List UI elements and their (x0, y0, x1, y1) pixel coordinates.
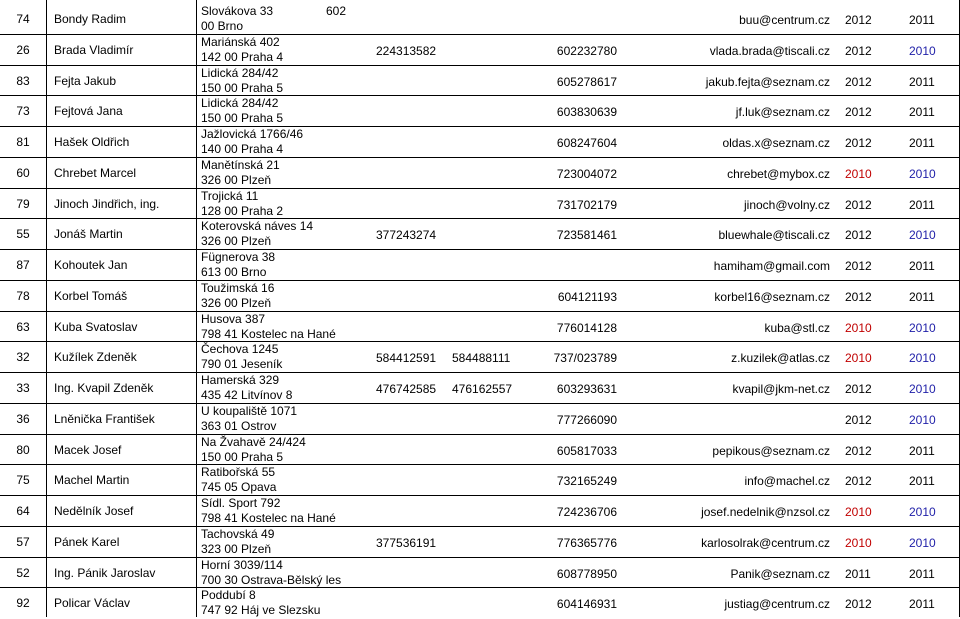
mobile-phone: 732165249 (556, 474, 617, 489)
phone-2: 584488111 (452, 351, 511, 366)
postal-city: 142 00 Praha 4 (201, 49, 284, 64)
street-address: Poddubí 8 (201, 588, 256, 603)
member-name: Kohoutek Jan (54, 258, 128, 272)
phone-2: 476162557 (452, 382, 513, 396)
member-number: 92 (16, 596, 30, 611)
year-2: 2011 (909, 13, 935, 27)
street-address: Lidická 284/42 (201, 65, 279, 80)
mobile-phone: 608778950 (556, 566, 617, 581)
year-1: 2012 (845, 13, 872, 27)
street-address: Lidická 284/42 (201, 96, 279, 111)
street-address: Koterovská náves 14 (201, 219, 314, 234)
mobile-phone: 723581461 (556, 228, 617, 243)
member-number: 80 (16, 442, 30, 457)
member-number: 60 (16, 165, 30, 180)
year-2: 2010 (909, 320, 936, 335)
mobile-phone: 603293631 (556, 382, 617, 396)
extra-number: 602 (326, 4, 347, 18)
year-1: 2012 (845, 474, 872, 489)
email-address[interactable]: pepikous@seznam.cz (712, 443, 830, 458)
member-name: Macek Josef (54, 442, 122, 457)
phone-1: 377536191 (376, 535, 437, 550)
table-row (0, 496, 960, 527)
street-address: Hamerská 329 (201, 373, 280, 387)
email-address[interactable]: kuba@stl.cz (764, 320, 830, 335)
member-name: Bondy Radim (54, 12, 127, 26)
table-row (0, 66, 960, 97)
year-2: 2011 (909, 597, 935, 612)
member-name: Chrebet Marcel (54, 165, 137, 180)
table-row (0, 435, 960, 466)
member-number: 83 (16, 73, 30, 88)
email-address[interactable]: buu@centrum.cz (739, 13, 830, 27)
table-row (0, 4, 960, 35)
member-number: 64 (16, 504, 30, 518)
member-name: Korbel Tomáš (54, 288, 128, 303)
street-address: U koupaliště 1071 (201, 403, 298, 418)
postal-city: 326 00 Plzeň (201, 234, 272, 249)
email-address[interactable]: karlosolrak@centrum.cz (701, 535, 830, 550)
year-1: 2012 (845, 597, 872, 612)
postal-city: 128 00 Praha 2 (201, 203, 284, 218)
mobile-phone: 604121193 (557, 289, 617, 304)
email-address[interactable]: josef.nedelnik@nzsol.cz (701, 505, 830, 519)
year-1: 2012 (845, 105, 872, 120)
street-address: Trojická 11 (201, 188, 259, 203)
postal-city: 745 05 Opava (201, 480, 277, 495)
member-number: 81 (16, 135, 30, 149)
table-row (0, 465, 960, 496)
member-name: Nedělník Josef (54, 504, 134, 518)
postal-city: 150 00 Praha 5 (201, 80, 284, 95)
phone-1: 377243274 (376, 228, 437, 243)
member-number: 57 (16, 534, 30, 549)
email-address[interactable]: Panik@seznam.cz (730, 566, 830, 581)
mobile-phone: 604146931 (556, 597, 617, 612)
member-number: 78 (16, 288, 30, 303)
year-2: 2011 (909, 474, 935, 489)
year-1: 2010 (845, 166, 872, 181)
year-2: 2010 (909, 412, 936, 427)
member-number: 74 (16, 12, 30, 26)
phone-1: 584412591 (376, 351, 437, 366)
year-1: 2010 (845, 351, 872, 366)
table-row (0, 127, 960, 158)
member-name: Ing. Pánik Jaroslav (54, 565, 156, 580)
postal-city: 323 00 Plzeň (201, 541, 272, 556)
postal-city: 798 41 Kostelec na Hané (201, 511, 336, 525)
mobile-phone: 737/023789 (553, 351, 617, 366)
member-number: 75 (16, 473, 30, 488)
table-row (0, 35, 960, 66)
postal-city: 00 Brno (201, 19, 244, 33)
email-address[interactable]: oldas.x@seznam.cz (722, 136, 830, 150)
postal-city: 747 92 Háj ve Slezsku (201, 603, 321, 618)
member-name: Fejta Jakub (54, 73, 117, 88)
year-1: 2010 (845, 505, 872, 519)
email-address[interactable]: justiag@centrum.cz (724, 597, 830, 612)
year-2: 2010 (909, 43, 936, 58)
mobile-phone: 603830639 (556, 105, 617, 120)
year-2: 2011 (909, 443, 935, 458)
table-row (0, 404, 960, 435)
postal-city: 798 41 Kostelec na Hané (201, 326, 336, 341)
street-address: Mariánská 402 (201, 34, 280, 49)
email-address[interactable]: jakub.fejta@seznam.cz (705, 74, 830, 89)
email-address[interactable]: chrebet@mybox.cz (727, 166, 830, 181)
email-address[interactable]: hamiham@gmail.com (713, 259, 830, 273)
email-address[interactable]: korbel16@seznam.cz (714, 289, 830, 304)
year-1: 2012 (845, 412, 872, 427)
year-2: 2010 (909, 351, 936, 366)
mobile-phone: 776365776 (556, 535, 617, 550)
table-row (0, 158, 960, 189)
mobile-phone: 723004072 (556, 166, 617, 181)
year-1: 2012 (845, 259, 872, 273)
member-number: 87 (16, 258, 30, 272)
member-name: Pánek Karel (54, 534, 120, 549)
member-number: 63 (16, 319, 30, 334)
member-number: 36 (16, 411, 30, 426)
member-name: Jinoch Jindřich, ing. (54, 196, 160, 211)
member-name: Ing. Kvapil Zdeněk (54, 381, 154, 395)
member-name: Brada Vladimír (54, 42, 134, 57)
street-address: Fügnerova 38 (201, 250, 276, 264)
table-row (0, 189, 960, 220)
table-row (0, 342, 960, 373)
year-1: 2012 (845, 289, 872, 304)
member-name: Policar Václav (54, 596, 131, 611)
year-1: 2012 (845, 43, 872, 58)
year-1: 2012 (845, 74, 872, 89)
postal-city: 150 00 Praha 5 (201, 111, 284, 126)
year-2: 2011 (909, 74, 935, 89)
year-2: 2010 (909, 228, 936, 243)
year-2: 2011 (909, 105, 935, 120)
member-number: 52 (16, 565, 30, 580)
year-1: 2012 (845, 443, 872, 458)
street-address: Na Žvahavě 24/424 (201, 434, 306, 449)
member-name: Hašek Oldřich (54, 135, 130, 149)
street-address: Horní 3039/114 (201, 557, 283, 572)
table-row (0, 558, 960, 589)
table-row (0, 281, 960, 312)
year-2: 2010 (909, 535, 936, 550)
street-address: Slovákova 33 (201, 4, 274, 18)
mobile-phone: 605278617 (556, 74, 617, 89)
year-1: 2012 (845, 382, 872, 396)
mobile-phone: 777266090 (556, 412, 617, 427)
street-address: Sídl. Sport 792 (201, 496, 281, 510)
postal-city: 150 00 Praha 5 (201, 449, 284, 464)
year-2: 2011 (909, 289, 935, 304)
member-name: Fejtová Jana (54, 104, 123, 119)
email-address[interactable]: jinoch@volny.cz (744, 197, 830, 212)
street-address: Manětínská 21 (201, 157, 280, 172)
member-name: Lněnička František (54, 411, 155, 426)
table-row (0, 588, 960, 619)
street-address: Tachovská 49 (201, 526, 275, 541)
year-2: 2010 (909, 382, 936, 396)
postal-city: 700 30 Ostrava-Bělský les (201, 572, 342, 587)
member-number: 26 (16, 42, 30, 57)
street-address: Ratibořská 55 (201, 465, 276, 480)
mobile-phone: 724236706 (556, 505, 617, 519)
phone-1: 476742585 (376, 382, 437, 396)
email-address[interactable]: kvapil@jkm-net.cz (732, 382, 830, 396)
email-address[interactable]: vlada.brada@tiscali.cz (709, 43, 830, 58)
table-row (0, 250, 960, 281)
email-address[interactable]: bluewhale@tiscali.cz (718, 228, 830, 243)
postal-city: 140 00 Praha 4 (201, 142, 284, 156)
mobile-phone: 602232780 (556, 43, 617, 58)
street-address: Čechova 1245 (201, 342, 279, 357)
member-name: Kužílek Zdeněk (54, 350, 137, 365)
phone-1: 224313582 (376, 43, 437, 58)
year-2: 2011 (909, 197, 935, 212)
email-address[interactable]: info@machel.cz (744, 474, 830, 489)
postal-city: 790 01 Jeseník (201, 357, 283, 372)
year-1: 2012 (845, 197, 872, 212)
year-2: 2010 (909, 505, 936, 519)
table-row (0, 219, 960, 250)
table-row (0, 527, 960, 558)
postal-city: 363 01 Ostrov (201, 418, 277, 433)
mobile-phone: 776014128 (556, 320, 617, 335)
member-number: 32 (16, 350, 30, 365)
postal-city: 326 00 Plzeň (201, 172, 272, 187)
email-address[interactable]: z.kuzilek@atlas.cz (731, 351, 830, 366)
member-number: 55 (16, 227, 30, 242)
mobile-phone: 608247604 (556, 136, 617, 150)
member-name: Machel Martin (54, 473, 130, 488)
table-row (0, 373, 960, 404)
year-2: 2011 (909, 136, 935, 150)
street-address: Husova 387 (201, 311, 266, 326)
table-row (0, 312, 960, 343)
email-address[interactable]: jf.luk@seznam.cz (735, 105, 830, 120)
table-row (0, 96, 960, 127)
postal-city: 613 00 Brno (201, 265, 267, 279)
member-number: 33 (16, 381, 30, 395)
year-1: 2012 (845, 228, 872, 243)
year-1: 2012 (845, 136, 872, 150)
mobile-phone: 605817033 (556, 443, 617, 458)
year-2: 2010 (909, 166, 936, 181)
postal-city: 326 00 Plzeň (201, 295, 272, 310)
street-address: Toužimská 16 (201, 280, 275, 295)
mobile-phone: 731702179 (556, 197, 617, 212)
street-address: Jažlovická 1766/46 (201, 127, 304, 141)
year-1: 2011 (845, 566, 871, 581)
postal-city: 435 42 Litvínov 8 (201, 388, 293, 402)
member-name: Jonáš Martin (54, 227, 123, 242)
year-1: 2010 (845, 535, 872, 550)
member-name: Kuba Svatoslav (54, 319, 138, 334)
year-1: 2010 (845, 320, 872, 335)
member-number: 79 (16, 196, 30, 211)
year-2: 2011 (909, 259, 935, 273)
year-2: 2011 (909, 566, 935, 581)
member-number: 73 (16, 104, 30, 119)
